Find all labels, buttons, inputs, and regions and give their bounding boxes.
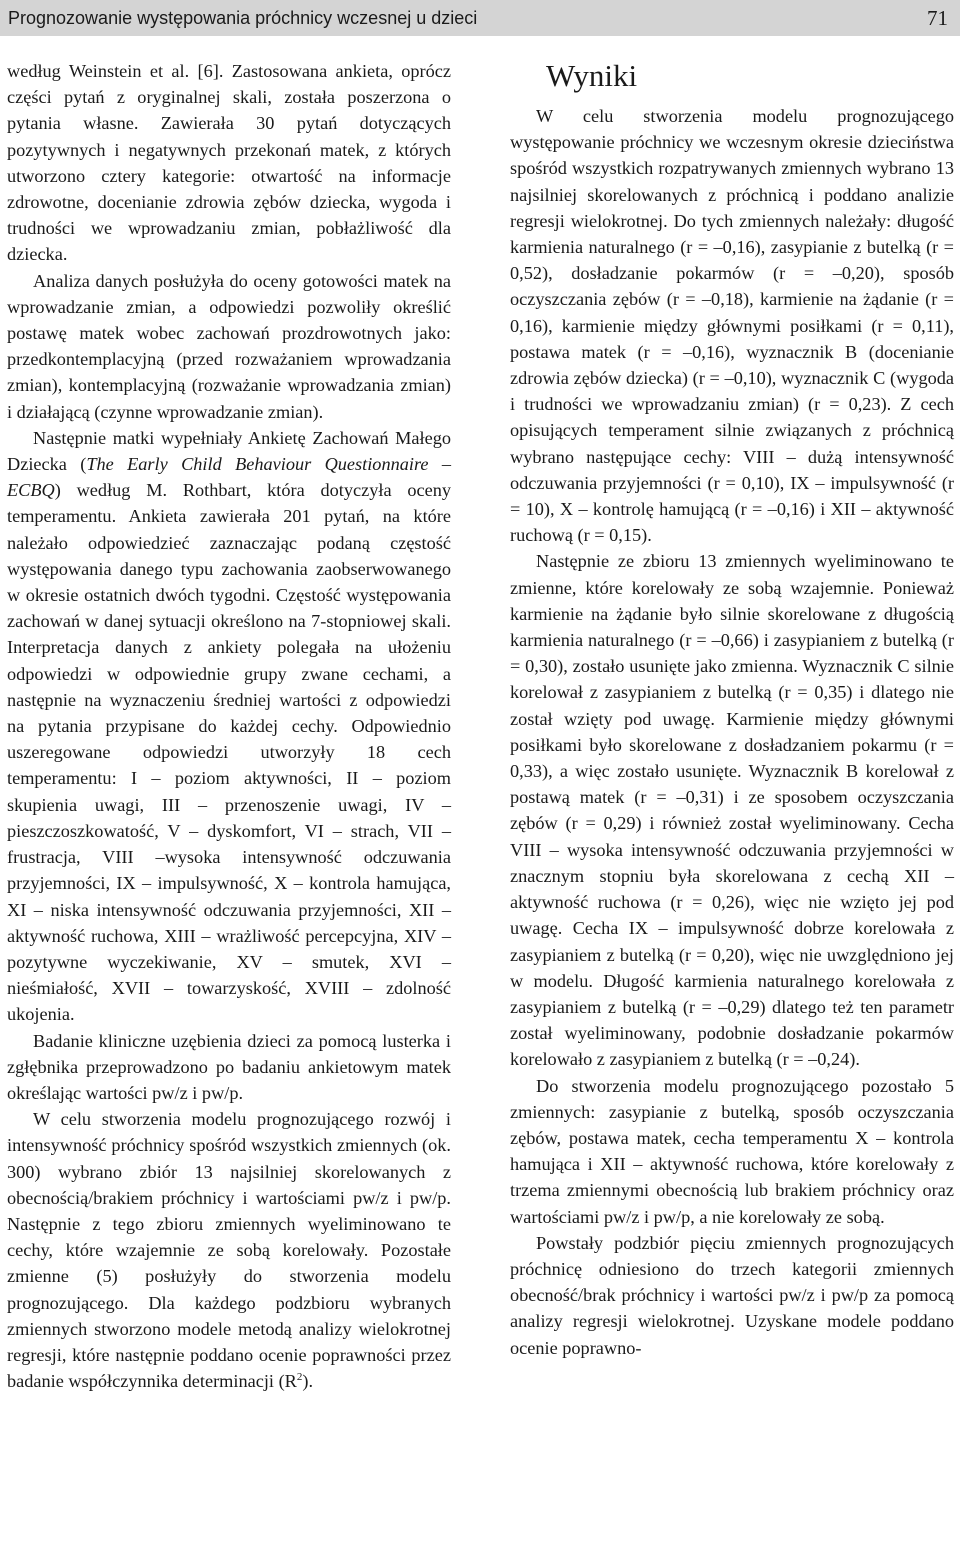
ecbq-text-before: Następnie matki wypełniały Ankietę Zachowań Małego Dziecka ( <box>7 427 451 475</box>
methods-paragraph-model <box>7 1106 451 1394</box>
results-paragraph-variables: W celu stworzenia modelu prognozującego występowanie próchnicy we wczesnym okresie dzieciństwa spośród wszystkich rozpatrywanych zmiennych wybrano 13 najsilniej skorelowanych z próchnicą i poddano analizie regresji wielokrotnej. Do tych zmiennych należały: długość karmienia naturalnego (r = –0,16), zasypianie z butelką (r = 0,52), dosładzanie pokarmów (r = –0,20), sposób oczyszczania zębów (r = –0,18), karmienie na żądanie (r = 0,16), karmienie między głównymi posiłkami (r = 0,11), postawa matek (r = –0,16), wyznacznik B (docenianie zdrowia zębów dziecka) (r = –0,10), wyznacznik C (wygoda i trudności we wprowadzaniu zmian) (r = 0,23). Z cech opisujących temperament silnie związanych z próchnicą wybrano następujące cechy: VIII – dużą intensywność odczuwania przyjemności (r = 0,10), IX – impulsywność (r = 10), X – kontrolę hamującą (r = –0,16) i XII – aktywność ruchową (r = 0,15). <box>510 106 954 546</box>
section-heading-results: Wyniki <box>546 58 638 93</box>
model-text: W celu stworzenia modelu prognozującego rozwój i intensywność próchnicy spośród wszystkich zmiennych (ok. 300) wybrano zbiór 13 najsilniej skorelowanych z obecnością/brakiem próchnicy i wartościami pw/z i pw/p. Następnie z tego zbioru zmiennych wyeliminowano te cechy, które wzajemnie ze sobą korelowały. Pozostałe zmienne (5) posłużyły do stworzenia modelu prognozującego. Dla każdego podzbioru wybranych zmiennych stworzono modele metodą analizy wielokrotnej regresji, które następnie poddano ocenie poprawności przez badanie współczynnika determinacji (R <box>7 1109 451 1392</box>
methods-paragraph-readiness: Analiza danych posłużyła do oceny gotowości matek na wprowadzanie zmian, a odpowiedzi pozwoliły określić postawę matek wobec zachowań prozdrowotnych jako: przedkontemplacyjną (przed rozważaniem wprowadzania zmian), kontemplacyjną (rozważanie wprowadzania zmian) i działającą (czynne wprowadzanie zmian). <box>7 270 451 422</box>
page-number: 71 <box>927 5 948 30</box>
methods-paragraph-ecbq <box>7 425 451 1028</box>
ecbq-text-after: ) według M. Rothbart, która dotyczyła oceny temperamentu. Ankieta zawierała 201 pytań, na które należało odpowiedzieć zaznaczając podaną częstość występowania danego typu zachowania zaobserwowanego w okresie ostatnich dwóch tygodni. Częstość występowania zachowań w danej sytuacji określono na 7-stopniowej skali. Interpretacja danych z ankiety polegała na ułożeniu odpowiedzi w odpowiednie grupy zwane cechami, a następnie na wyznaczeniu średniej wartości z odpowiedzi na pytania przypisane do każdej cechy. Odpowiednio uszeregowane odpowiedzi utworzyły 18 cech temperamentu: I – poziom aktywności, II – poziom skupienia uwagi, III – przenoszenie uwagi, IV – pieszczoszkowatość, V – dyskomfort, VI – strach, VII – frustracja, VIII –wysoka intensywność odczuwania przyjemności, IX – impulsywność, X – kontrola hamująca, XI – niska intensywność odczuwania przyjemności, XII – aktywność ruchowa, XIII – wrażliwość percepcyjna, XIV – pozytywne wyczekiwanie, XV – smutek, XVI – nieśmiałość, XVII – towarzyskość, XVIII – zdolność ukojenia. <box>7 480 451 1025</box>
results-paragraph-remaining: Do stworzenia modelu prognozującego pozostało 5 zmiennych: zasypianie z butelką, sposób oczyszczania zębów, postawa matek, cecha temperamentu X – kontrola hamująca i XII – aktywność ruchowa, które korelowały z trzema zmiennymi obecnością lub brakiem próchnicy oraz wartościami pw/z i pw/p, a nie korelowały ze sobą. <box>510 1075 954 1227</box>
model-text-end: ). <box>302 1371 314 1392</box>
right-column <box>510 56 954 1361</box>
results-paragraph-subset: Powstały podzbiór pięciu zmiennych prognozujących próchnicę odniesiono do trzech kategorii zmiennych obecność/brak próchnicy i wartości pw/z i pw/p za pomocą analizy regresji wielokrotnej. Uzyskane modele poddano ocenie poprawno- <box>510 1232 954 1358</box>
results-paragraph-elimination: Następnie ze zbioru 13 zmiennych wyeliminowano te zmienne, które korelowały ze sobą wzajemnie. Ponieważ karmienie na żądanie było silnie skorelowane z długością karmienia naturalnego (r = –0,66) i zasypianiem z butelką (r = 0,30), zostało usunięte jako zmienna. Wyznacznik C silnie korelował z zasypianiem z butelką (r = 0,35) i dlatego nie został wzięty pod uwagę. Karmienie między głównymi posiłkami było skorelowane z dosładzaniem pokarmu (r = 0,33), a więc zostało usunięte. Wyznacznik B korelował z postawą matek (r = –0,31) i ze sposobem oczyszczania zębów (r = 0,29) i również został wyeliminowany. Cecha VIII – wysoka intensywność odczuwania przyjemności w znacznym stopniu była skorelowana z cechą XII – aktywność ruchowa (r = 0,26), więc nie wzięto jej pod uwagę. Cecha IX – impulsywność dobrze korelowała z zasypianiem z butelką (r = 0,20), więc nie uwzględniono jej w modelu. Długość karmienia naturalnego korelowała z zasypianiem z butelką (r = –0,29) dlatego też ten parametr został wyeliminowany, podobnie dosładzanie pokarmów korelowało z zasypianiem z butelką (r = –0,24). <box>510 551 954 1070</box>
model-superscript: 2 <box>296 1371 303 1384</box>
methods-paragraph-clinical: Badanie kliniczne uzębienia dzieci za pomocą lusterka i zgłębnika przeprowadzono po badaniu ankietowym matek określając wartości pw/z i pw/p. <box>7 1030 451 1103</box>
left-column <box>7 58 451 1394</box>
running-title: Prognozowanie występowania próchnicy wczesnej u dzieci <box>8 7 478 28</box>
running-header <box>0 0 960 36</box>
methods-paragraph-beliefs: według Weinstein et al. [6]. Zastosowana ankieta, oprócz części pytań z oryginalnej skali, została poszerzona o pytania własne. Zawierała 30 pytań dotyczących pozytywnych i negatywnych przekonań matek, z których utworzono cztery kategorie: otwartość na informacje zdrowotne, docenianie zdrowia zębów dziecka, wygoda i trudności we wprowadzaniu zmian, pobłażliwość dla dziecka. <box>7 61 451 265</box>
ecbq-title-italic: The Early Child Behaviour Questionnaire – ECBQ <box>7 454 451 501</box>
